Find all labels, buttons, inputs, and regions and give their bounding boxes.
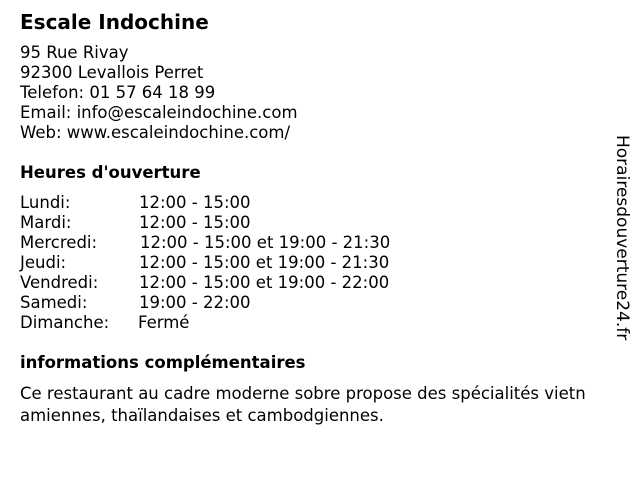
day-hours: 12:00 - 15:00 et 19:00 - 22:00 (139, 273, 390, 292)
day-label: Jeudi: (20, 253, 67, 272)
description-line: amiennes, thaïlandaises et cambodgiennes. (20, 406, 384, 425)
day-hours: 12:00 - 15:00 et 19:00 - 21:30 (140, 233, 391, 252)
day-hours: 19:00 - 22:00 (139, 293, 251, 312)
restaurant-description (20, 383, 620, 427)
site-watermark: Horairesdouverture24.fr (612, 135, 632, 341)
city-postcode: 92300 Levallois Perret (20, 63, 204, 82)
day-label: Lundi: (20, 193, 71, 212)
day-hours: Fermé (138, 313, 190, 332)
description-line: Ce restaurant au cadre moderne sobre propose des spécialités vietn (20, 384, 586, 403)
day-label: Dimanche: (20, 313, 110, 332)
day-label: Mardi: (20, 213, 72, 232)
day-hours: 12:00 - 15:00 et 19:00 - 21:30 (139, 253, 390, 272)
restaurant-name: Escale Indochine (20, 10, 209, 34)
day-hours: 12:00 - 15:00 (139, 193, 251, 212)
website-url: Web: www.escaleindochine.com/ (20, 123, 291, 142)
email-address: Email: info@escaleindochine.com (20, 103, 298, 122)
day-label: Mercredi: (20, 233, 98, 252)
day-hours: 12:00 - 15:00 (139, 213, 251, 232)
opening-hours-heading: Heures d'ouverture (20, 163, 201, 182)
day-label: Samedi: (20, 293, 88, 312)
additional-info-heading: informations complémentaires (20, 353, 306, 372)
phone-number: Telefon: 01 57 64 18 99 (20, 83, 216, 102)
day-label: Vendredi: (20, 273, 99, 292)
street-address: 95 Rue Rivay (20, 43, 129, 62)
address-block (20, 43, 298, 143)
